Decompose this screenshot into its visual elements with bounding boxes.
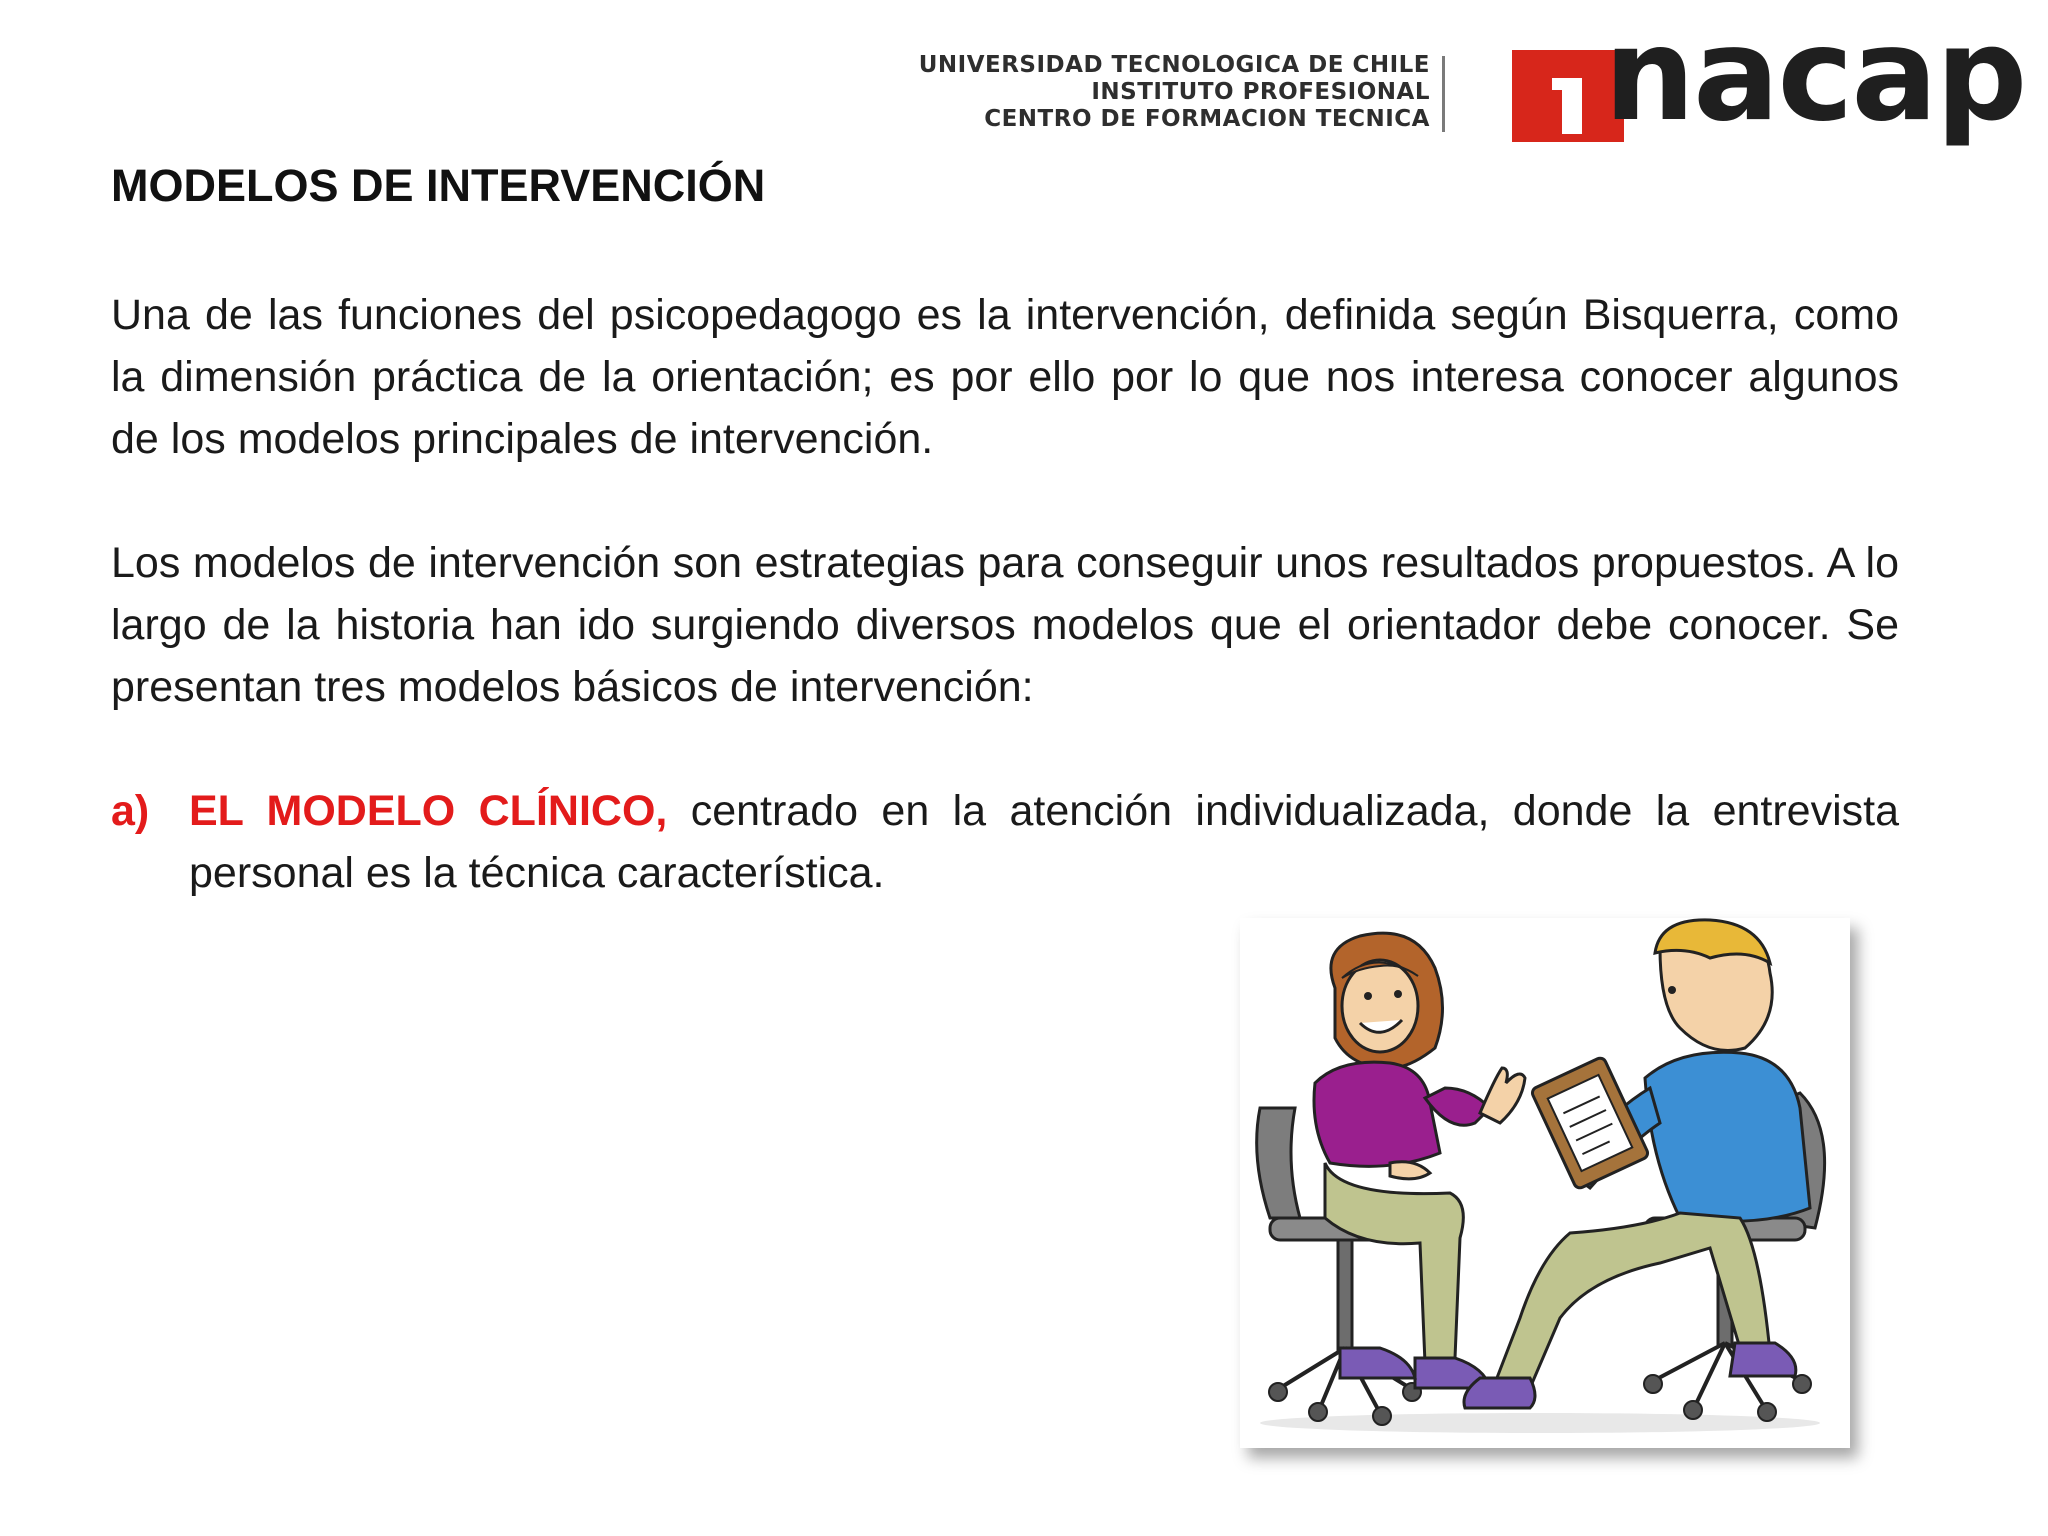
list-marker: a) (111, 787, 150, 835)
model-description: centrado en la atención individualizada, donde la entrevista personal es la técnica característica. (189, 787, 1899, 897)
inacap-logo (1512, 1, 2032, 160)
institution-line-1: UNIVERSIDAD TECNOLOGICA DE CHILE (918, 52, 1430, 78)
list-item (111, 780, 1899, 904)
list-item-text (189, 780, 1899, 904)
models-paragraph: Los modelos de intervención son estrategias para conseguir unos resultados propuestos. A lo largo de la historia han ido surgiendo diversos modelos que el orientador debe conocer. Se presentan tres modelos básicos de intervención: (111, 539, 1899, 711)
interview-illustration-icon (1240, 918, 1850, 1448)
model-name: EL MODELO CLÍNICO, (189, 787, 668, 835)
page-title: MODELOS DE INTERVENCIÓN (111, 160, 766, 211)
institution-line-3: CENTRO DE FORMACION TECNICA (984, 106, 1430, 132)
interview-illustration (1240, 918, 1850, 1448)
logo-text: nacap (1604, 1, 2026, 150)
header-divider (1442, 56, 1445, 132)
institution-line-2: INSTITUTO PROFESIONAL (1091, 79, 1430, 105)
intro-paragraph: Una de las funciones del psicopedagogo es la intervención, definida según Bisquerra, como la dimensión práctica de la orientación; es por ello por lo que nos interesa conocer algunos de los modelos principales de intervención. (111, 291, 1899, 463)
institution-name (820, 52, 1430, 133)
